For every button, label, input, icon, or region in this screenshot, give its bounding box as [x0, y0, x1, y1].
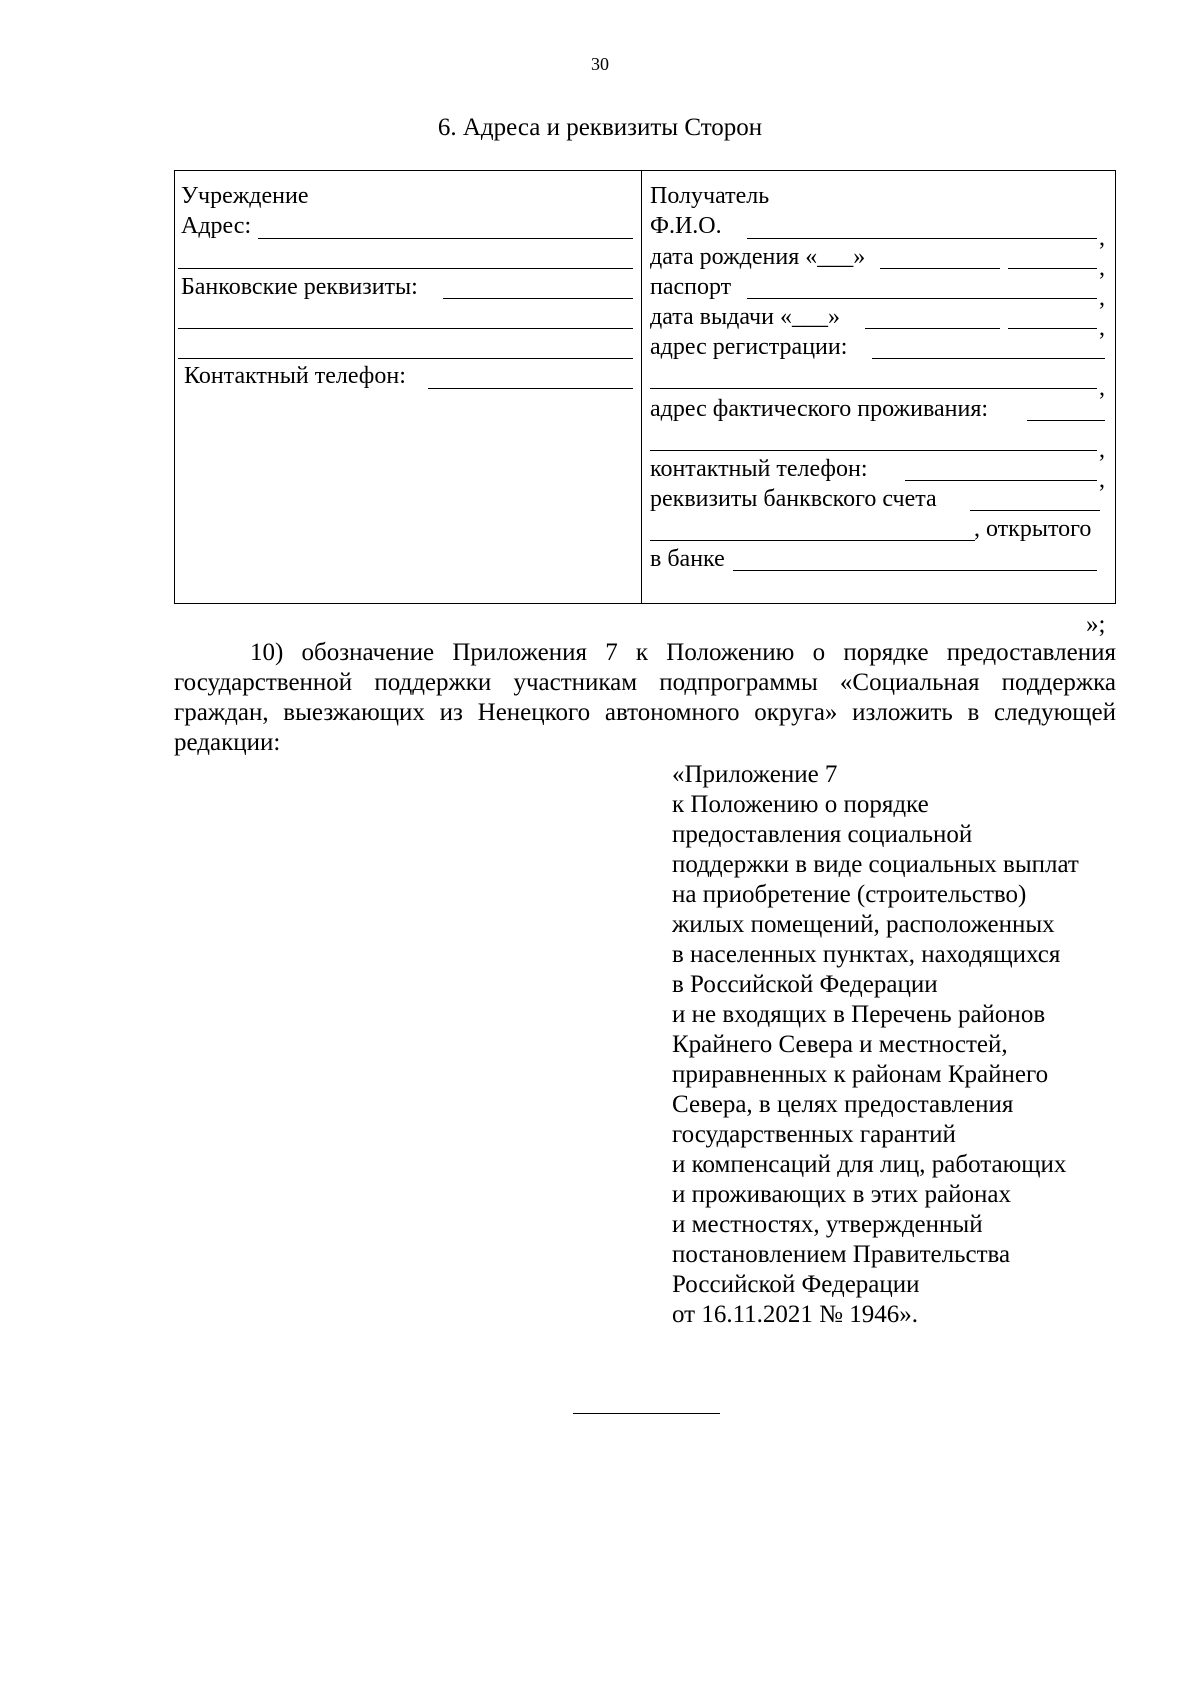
recipient-opened-label: , открытого [974, 516, 1092, 542]
annex-line: приравненных к районам Крайнего [672, 1061, 1049, 1088]
institution-bank-blank[interactable] [443, 298, 633, 299]
recipient-phone-label: контактный телефон: [650, 456, 868, 482]
recipient-birth-year-blank[interactable] [1008, 268, 1097, 269]
recipient-issue-label: дата выдачи «___» [650, 304, 840, 330]
recipient-passport-label: паспорт [650, 274, 732, 300]
annex-line: Крайнего Севера и местностей, [672, 1031, 1008, 1058]
institution-bank-blank-2[interactable] [178, 328, 633, 329]
recipient-account-label: реквизиты банквского счета [650, 486, 937, 512]
annex-line: постановлением Правительства [672, 1241, 1011, 1268]
annex-line: и проживающих в этих районах [672, 1181, 1011, 1208]
recipient-birth-label: дата рождения «___» [650, 244, 866, 270]
recipient-phone-blank[interactable] [905, 480, 1097, 481]
annex-line: предоставления социальной [672, 821, 973, 848]
annex-line: и местностях, утвержденный [672, 1211, 983, 1238]
annex-line: Российской Федерации [672, 1271, 920, 1298]
recipient-residence-comma: , [1099, 437, 1105, 463]
paragraph-line-text: 10) обозначение Приложения 7 к Положению о порядке предоставления [250, 639, 1116, 666]
recipient-registration-blank[interactable] [872, 358, 1105, 359]
recipient-account-blank-2[interactable] [650, 540, 975, 541]
annex-line: государственных гарантий [672, 1121, 956, 1148]
paragraph-line: государственной поддержки участникам подпрограммы «Социальная поддержка [174, 669, 1116, 696]
section-title: 6. Адреса и реквизиты Сторон [437, 114, 763, 141]
table-column-divider [641, 170, 642, 604]
recipient-birth-comma: , [1099, 255, 1105, 281]
recipient-fio-blank[interactable] [747, 238, 1097, 239]
document-end-rule [573, 1413, 720, 1414]
paragraph-line [174, 638, 1116, 668]
recipient-residence-blank-2[interactable] [650, 450, 1097, 451]
page-number: 30 [591, 54, 609, 74]
institution-address-blank-2[interactable] [178, 268, 633, 269]
recipient-issue-year-blank[interactable] [1008, 328, 1097, 329]
annex-line: поддержки в виде социальных выплат [672, 851, 1079, 878]
annex-line: «Приложение 7 [672, 761, 838, 788]
paragraph-line: граждан, выезжающих из Ненецкого автономного округа» изложить в следующей [174, 699, 1116, 726]
recipient-registration-blank-2[interactable] [650, 388, 1097, 389]
recipient-residence-label: адрес фактического проживания: [650, 396, 989, 422]
annex-line: к Положению о порядке [672, 791, 929, 818]
recipient-registration-label: адрес регистрации: [650, 334, 848, 360]
recipient-issue-month-blank[interactable] [865, 328, 1000, 329]
annex-line: и компенсаций для лиц, работающих [672, 1151, 1067, 1178]
paragraph-10 [174, 638, 1116, 758]
paragraph-line: редакции: [174, 729, 281, 756]
institution-bank-label: Банковские реквизиты: [181, 274, 418, 300]
annex-line: и не входящих в Перечень районов [672, 1001, 1046, 1028]
recipient-registration-comma: , [1099, 375, 1105, 401]
recipient-bank-blank[interactable] [733, 570, 1097, 571]
recipient-issue-comma: , [1099, 315, 1105, 341]
annex-line: на приобретение (строительство) [672, 881, 1027, 908]
recipient-residence-blank[interactable] [1027, 420, 1105, 421]
recipient-phone-comma: , [1099, 467, 1105, 493]
annex-caption [672, 760, 1112, 1330]
annex-line: от 16.11.2021 № 1946». [672, 1301, 919, 1328]
institution-bank-blank-3[interactable] [178, 358, 633, 359]
recipient-heading: Получатель [650, 183, 770, 209]
institution-address-label: Адрес: [181, 213, 252, 239]
recipient-birth-month-blank[interactable] [880, 268, 1000, 269]
institution-phone-blank[interactable] [428, 388, 633, 389]
recipient-passport-blank[interactable] [747, 298, 1097, 299]
recipient-bank-label: в банке [650, 546, 725, 572]
institution-address-blank[interactable] [258, 238, 633, 239]
table-quote-end: »; [1086, 611, 1106, 638]
annex-line: Севера, в целях предоставления [672, 1091, 1014, 1118]
recipient-fio-label: Ф.И.О. [650, 213, 722, 239]
institution-phone-label: Контактный телефон: [184, 363, 406, 389]
recipient-account-blank[interactable] [970, 510, 1100, 511]
annex-line: в Российской Федерации [672, 971, 938, 998]
recipient-passport-comma: , [1099, 285, 1105, 311]
recipient-fio-comma: , [1099, 225, 1105, 251]
annex-line: жилых помещений, расположенных [672, 911, 1055, 938]
institution-heading: Учреждение [181, 183, 309, 209]
annex-line: в населенных пунктах, находящихся [672, 941, 1061, 968]
